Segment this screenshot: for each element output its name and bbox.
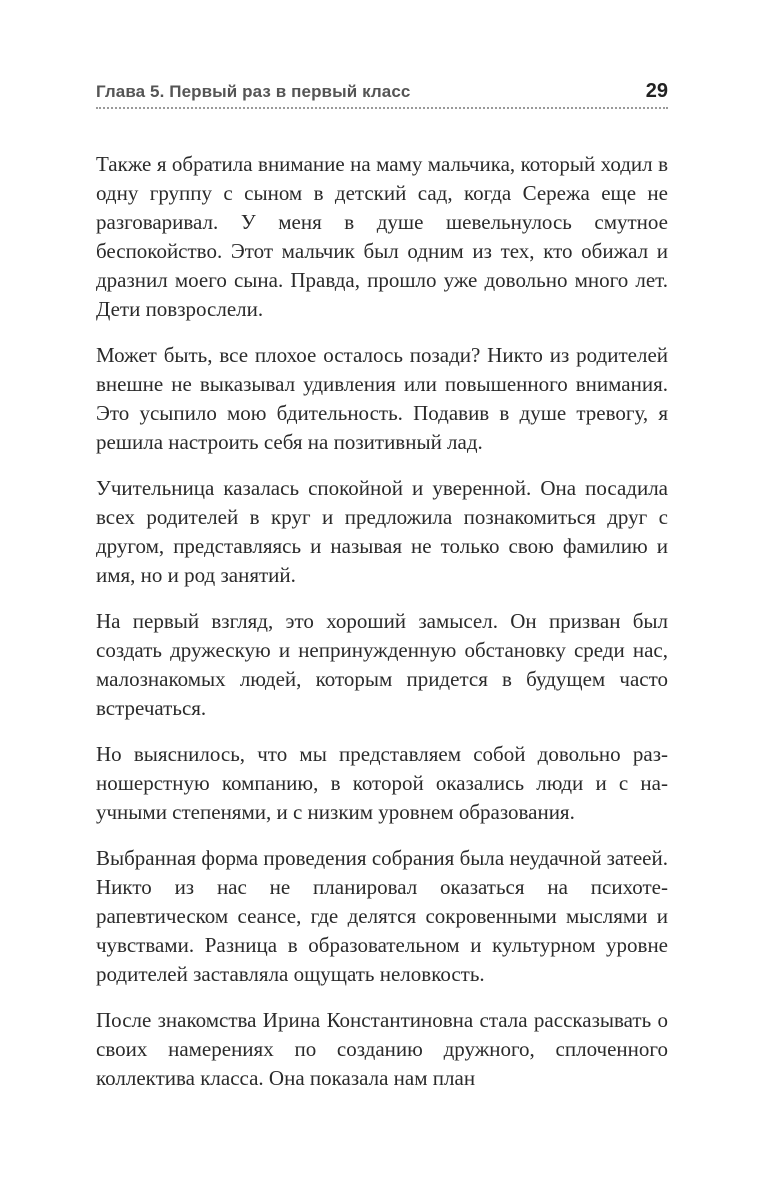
body-text bbox=[96, 150, 668, 1110]
running-header bbox=[96, 80, 668, 110]
paragraph-2: Может быть, все плохое осталось позади? Никто из родителей внешне не выказывал удивления или повышенного внимания. Это усыпило мою бдительность. Подавив в душе тревогу, я решила настроить себя на позитивный лад. bbox=[96, 343, 668, 454]
chapter-title: Глава 5. Первый раз в первый класс bbox=[96, 82, 411, 101]
paragraph-3: Учительница казалась спокойной и уверенной. Она посадила всех родителей в круг и предложила познакомиться друг с другом, представляясь и называя не только свою фамилию и имя, но и род занятий. bbox=[96, 476, 668, 587]
paragraph-6: Выбранная форма проведения собрания была неудачной затеей. Никто из нас не планировал оказаться на психотерапевтическом сеансе, где делятся сокровенными мыслями и чувствами. Разница в образовательном и культурном уровне родителей заставляла ощущать неловкость. bbox=[96, 846, 668, 986]
paragraph-7: После знакомства Ирина Константиновна стала рассказывать о своих намерениях по созданию дружного, сплоченного коллектива класса. Она показала нам план bbox=[96, 1008, 668, 1090]
paragraph-1: Также я обратила внимание на маму мальчика, который ходил в одну группу с сыном в детский сад, когда Сережа еще не разговаривал. У меня в душе шевельнулось смутное беспокойство. Этот мальчик был одним из тех, кто обижал и дразнил моего сына. Правда, прошло уже довольно много лет. Дети повзрослели. bbox=[96, 152, 668, 321]
header-dotted-divider bbox=[96, 107, 668, 109]
paragraph-4: На первый взгляд, это хороший замысел. Он призван был создать дружескую и непринужденную обстановку среди нас, малознакомых людей, которым придется в будущем часто встречаться. bbox=[96, 609, 668, 720]
paragraph-5: Но выяснилось, что мы представляем собой довольно разношерстную компанию, в которой оказались люди и с научными степенями, и с низким уровнем образования. bbox=[96, 742, 668, 824]
page-number: 29 bbox=[645, 80, 668, 102]
